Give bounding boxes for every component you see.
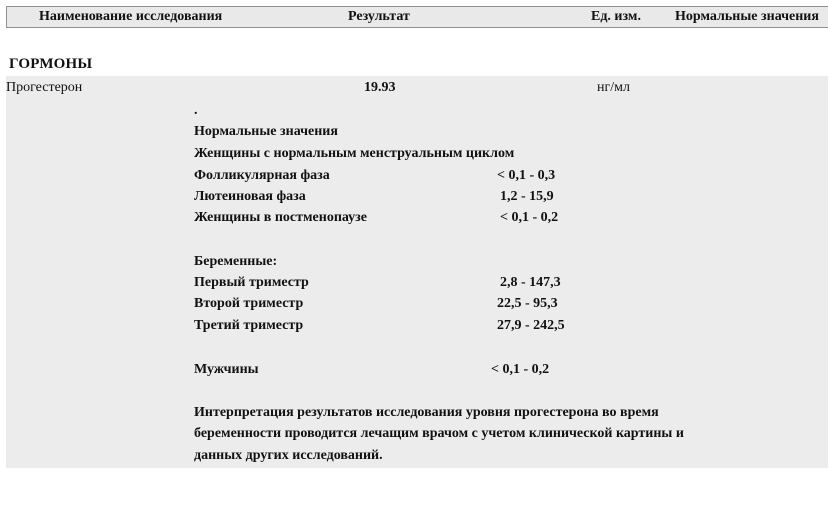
section-title: ГОРМОНЫ — [9, 56, 93, 72]
reference-luteal-value: 1,2 - 15,9 — [500, 189, 554, 204]
table-header — [6, 6, 828, 28]
result-value: 19.93 — [364, 80, 396, 95]
reference-trimester3-label: Третий триместр — [194, 318, 304, 333]
reference-note-line3: данных других исследований. — [194, 448, 383, 463]
analyte-name: Прогестерон — [6, 80, 83, 95]
reference-women-normal-cycle: Женщины с нормальным менструальным циклом — [194, 146, 515, 161]
reference-luteal-label: Лютеиновая фаза — [194, 189, 306, 204]
result-row — [6, 76, 828, 468]
reference-trimester2-label: Второй триместр — [194, 296, 304, 311]
reference-trimester3-value: 27,9 - 242,5 — [497, 318, 565, 333]
reference-follicular-value: < 0,1 - 0,3 — [497, 168, 556, 183]
reference-dot: . — [194, 103, 198, 118]
reference-men-value: < 0,1 - 0,2 — [491, 362, 550, 377]
reference-trimester1-label: Первый триместр — [194, 275, 309, 290]
result-unit: нг/мл — [597, 80, 630, 95]
reference-postmenopause-label: Женщины в постменопаузе — [194, 210, 368, 225]
reference-men-label: Мужчины — [194, 362, 259, 377]
header-name: Наименование исследования — [39, 9, 223, 24]
header-unit: Ед. изм. — [591, 9, 641, 24]
reference-trimester2-value: 22,5 - 95,3 — [497, 296, 558, 311]
reference-postmenopause-value: < 0,1 - 0,2 — [500, 210, 559, 225]
reference-follicular-label: Фолликулярная фаза — [194, 168, 330, 183]
reference-title: Нормальные значения — [194, 124, 338, 139]
reference-note-line1: Интерпретация результатов исследования уровня прогестерона во время — [194, 405, 659, 420]
header-normal-values: Нормальные значения — [675, 9, 819, 24]
header-result: Результат — [348, 9, 410, 24]
reference-note-line2: беременности проводится лечащим врачом с учетом клинической картины и — [194, 426, 684, 441]
reference-pregnant-title: Беременные: — [194, 254, 278, 269]
reference-trimester1-value: 2,8 - 147,3 — [500, 275, 561, 290]
